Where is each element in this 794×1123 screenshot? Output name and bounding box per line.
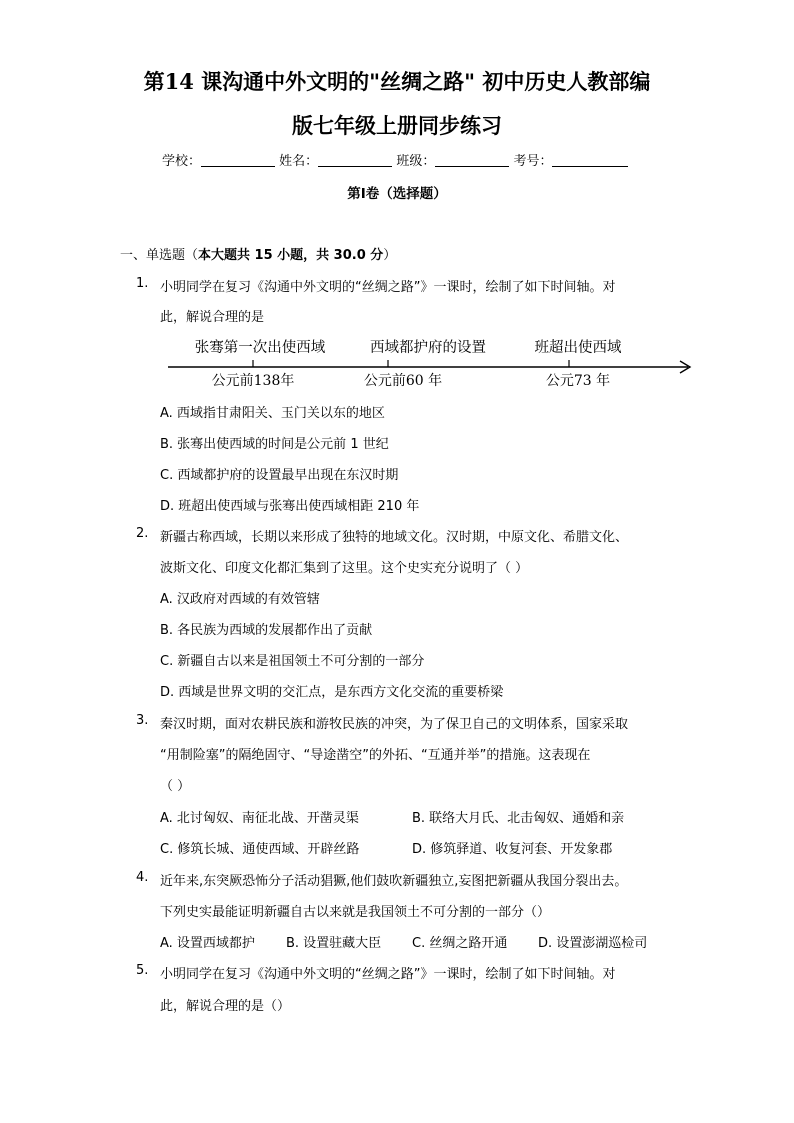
question-1-option-b[interactable]: B. 张骞出使西域的时间是公元前 1 世纪 [160,437,389,452]
question-4-option-d[interactable]: D. 设置澎湖巡检司 [538,936,648,951]
timeline-event-3: 班超出使西域 [534,340,622,356]
timeline-event-2: 西域都护府的设置 [370,340,486,356]
section-suffix: ） [383,248,397,263]
question-1-option-d[interactable]: D. 班超出使西域与张骞出使西域相距 210 年 [160,499,420,514]
question-2-option-d[interactable]: D. 西域是世界文明的交汇点，是东西方文化交流的重要桥梁 [160,685,504,700]
question-1-line-1: 小明同学在复习《沟通中外文明的“丝绸之路”》一课时，绘制了如下时间轴。对 [160,280,616,295]
timeline-figure [160,332,700,390]
question-4-option-a[interactable]: A. 设置西域都护 [160,936,255,951]
timeline-date-2: 公元前60 年 [363,373,443,389]
question-3-line-3: （ ） [160,779,191,794]
question-4-line-2: 下列史实最能证明新疆自古以来就是我国领土不可分割的一部分（） [160,905,551,920]
question-3-line-2: “用制险塞”的隔绝固守、“导途凿空”的外拓、“互通并举”的措施。这表现在 [160,748,591,763]
school-blank[interactable] [201,152,275,167]
timeline-event-1: 张骞第一次出使西域 [194,340,326,356]
question-2-line-1: 新疆古称西域，长期以来形成了独特的地域文化。汉时期，中原文化、希腊文化、 [160,530,629,545]
timeline-date-1: 公元前138年 [211,373,295,389]
class-blank[interactable] [435,152,509,167]
question-3-option-d[interactable]: D. 修筑驿道、收复河套、开发象郡 [412,842,613,857]
question-4-option-c[interactable]: C. 丝绸之路开通 [412,936,508,951]
doc-title-line2: 版七年级上册同步练习 [292,113,502,138]
question-5-number: 5. [136,963,149,978]
timeline-date-3: 公元73 年 [545,373,611,389]
question-5-line-2: 此，解说合理的是（） [160,999,291,1014]
question-2-line-2: 波斯文化、印度文化都汇集到了这里。这个史实充分说明了（ ） [160,561,529,576]
number-label: 考号： [513,154,553,169]
volume-heading: 第I卷（选择题） [347,186,447,202]
question-1-line-2: 此，解说合理的是 [160,310,265,325]
section-detail: 本大题共 15 小题，共 30.0 分 [198,248,384,263]
question-3-line-1: 秦汉时期，面对农耕民族和游牧民族的冲突，为了保卫自己的文明体系，国家采取 [160,717,629,732]
question-1-option-a[interactable]: A. 西域指甘肃阳关、玉门关以东的地区 [160,406,385,421]
school-label: 学校： [162,154,202,169]
question-5-line-1: 小明同学在复习《沟通中外文明的“丝绸之路”》一课时，绘制了如下时间轴。对 [160,967,616,982]
question-2-option-c[interactable]: C. 新疆自古以来是祖国领土不可分割的一部分 [160,654,425,669]
question-2-number: 2. [136,526,149,541]
section-prefix: 一、单选题（ [120,248,199,263]
question-4-number: 4. [136,870,149,885]
question-4-line-1: 近年来,东突厥恐怖分子活动猖獗,他们鼓吹新疆独立,妄图把新疆从我国分裂出去。 [160,874,628,889]
doc-title-line1: 第14 课沟通中外文明的"丝绸之路" 初中历史人教部编 [143,69,651,94]
question-1-number: 1. [136,276,149,291]
question-2-option-a[interactable]: A. 汉政府对西域的有效管辖 [160,592,320,607]
question-3-number: 3. [136,713,149,728]
section-heading [120,244,396,263]
number-blank[interactable] [552,152,628,167]
question-4-option-b[interactable]: B. 设置驻藏大臣 [286,936,382,951]
question-1-option-c[interactable]: C. 西域都护府的设置最早出现在东汉时期 [160,468,399,483]
question-3-option-a[interactable]: A. 北讨匈奴、南征北战、开凿灵渠 [160,811,359,826]
student-info-row [162,150,628,169]
question-3-option-c[interactable]: C. 修筑长城、通使西域、开辟丝路 [160,842,360,857]
class-label: 班级： [396,154,436,169]
name-blank[interactable] [318,152,392,167]
question-3-option-b[interactable]: B. 联络大月氏、北击匈奴、通婚和亲 [412,811,625,826]
name-label: 姓名： [279,154,319,169]
question-2-option-b[interactable]: B. 各民族为西域的发展都作出了贡献 [160,623,373,638]
